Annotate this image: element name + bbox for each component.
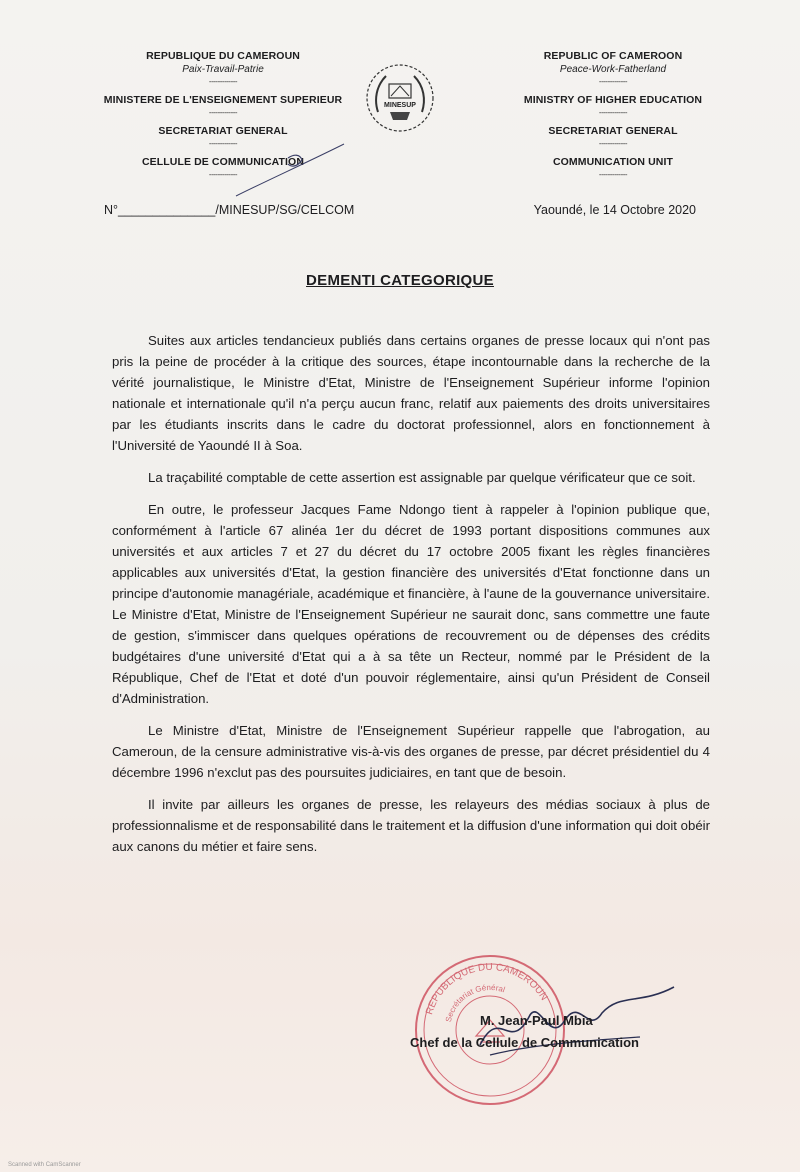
stamp-inner-text: Secrétariat Général	[443, 982, 507, 1024]
header-right-unit: COMMUNICATION UNIT	[552, 156, 673, 168]
separator: -------------	[598, 139, 628, 148]
separator: -------------	[598, 77, 628, 86]
logo-text: MINESUP	[384, 102, 416, 109]
header-right-ministry: MINISTRY OF HIGHER EDUCATION	[523, 94, 703, 106]
header-right-motto: Peace-Work-Fatherland	[559, 64, 667, 75]
header-left-secretariat: SECRETARIAT GENERAL	[158, 125, 288, 137]
separator: -------------	[208, 108, 238, 117]
document-title: DEMENTI CATEGORIQUE	[306, 272, 494, 289]
reference-number: N°______________/MINESUP/SG/CELCOM	[104, 203, 355, 217]
paragraph-2: La traçabilité comptable de cette assertion est assignable par quelque vérificateur que ce soit.	[148, 470, 696, 485]
separator: -------------	[208, 77, 238, 86]
header-left-country: REPUBLIQUE DU CAMEROUN	[146, 50, 300, 62]
handwritten-mark-icon	[228, 140, 348, 200]
paragraph-3: En outre, le professeur Jacques Fame Ndongo tient à rappeler à l'opinion publique que, conformément à l'article 67 alinéa 1er du décret de 1993 portant dispositions communes aux universités et aux articles 7 et 27 du décret du 17 octobre 2005 fixant les règles financières applicables aux universités d'Etat, la gestion financière des universités d'Etat fonctionne dans un principe d'autonomie managériale, académique et financière, à l'aune de la gouvernance universitaire. Le Ministre d'Etat, Ministre de l'Enseignement Supérieur ne saurait donc, sans commettre une faute de gestion, s'immiscer dans quelques opérations de recouvrement ou de dépenses des crédits budgétaires d'une université d'Etat qui a à sa tête un Recteur, nommé par le Président de la République, Chef de l'Etat et doté d'un pouvoir réglementaire, ainsi qu'un Président de Conseil d'Administration.	[112, 502, 710, 706]
header-left-motto: Paix-Travail-Patrie	[182, 64, 264, 75]
header-right-country: REPUBLIC OF CAMEROON	[543, 50, 683, 62]
header-right	[478, 50, 748, 187]
header-right-secretariat: SECRETARIAT GENERAL	[548, 125, 678, 137]
separator: -------------	[208, 170, 238, 179]
paragraph-5: Il invite par ailleurs les organes de presse, les relayeurs des médias sociaux à plus de professionnalisme et de responsabilité dans le traitement et la diffusion d'une information qui doit obéir aux canons du métier et faire sens.	[112, 797, 710, 854]
minesup-emblem-icon	[364, 62, 436, 134]
header-left-unit: CELLULE DE COMMUNICATION	[141, 156, 305, 168]
document-body	[112, 330, 710, 868]
signature-icon	[470, 985, 680, 1075]
document-date: Yaoundé, le 14 Octobre 2020	[533, 203, 696, 217]
separator: -------------	[208, 139, 238, 148]
paragraph-1: Suites aux articles tendancieux publiés dans certains organes de presse locaux qui n'ont pas pris la peine de procéder à la critique des sources, étape incontournable dans la recherche de la vérité journalistique, le Ministre d'Etat, Ministre de l'Enseignement Supérieur informe l'opinion nationale et internationale qu'il n'a perçu aucun franc, relatif aux paiements des droits universitaires par les étudiants inscrits dans le cadre du doctorat professionnel, alors en fonctionnement à l'Université de Yaoundé II à Soa.	[112, 333, 710, 453]
stamp-outer-text: REPUBLIQUE DU CAMEROUN	[424, 961, 550, 1017]
paragraph-4: Le Ministre d'Etat, Ministre de l'Enseignement Supérieur rappelle que l'abrogation, au Cameroun, de la censure administrative vis-à-vis des organes de presse, par décret présidentiel du 4 décembre 1996 n'exclut pas des poursuites judiciaires, en tant que de besoin.	[112, 723, 710, 780]
header-left-ministry: MINISTERE DE L'ENSEIGNEMENT SUPERIEUR	[103, 94, 343, 106]
separator: -------------	[598, 170, 628, 179]
scanner-footer: Scanned with CamScanner	[8, 1162, 81, 1168]
signatory-role: Chef de la Cellule de Communication	[410, 1035, 639, 1050]
separator: -------------	[598, 108, 628, 117]
signatory-name: M. Jean-Paul Mbia	[480, 1013, 593, 1028]
